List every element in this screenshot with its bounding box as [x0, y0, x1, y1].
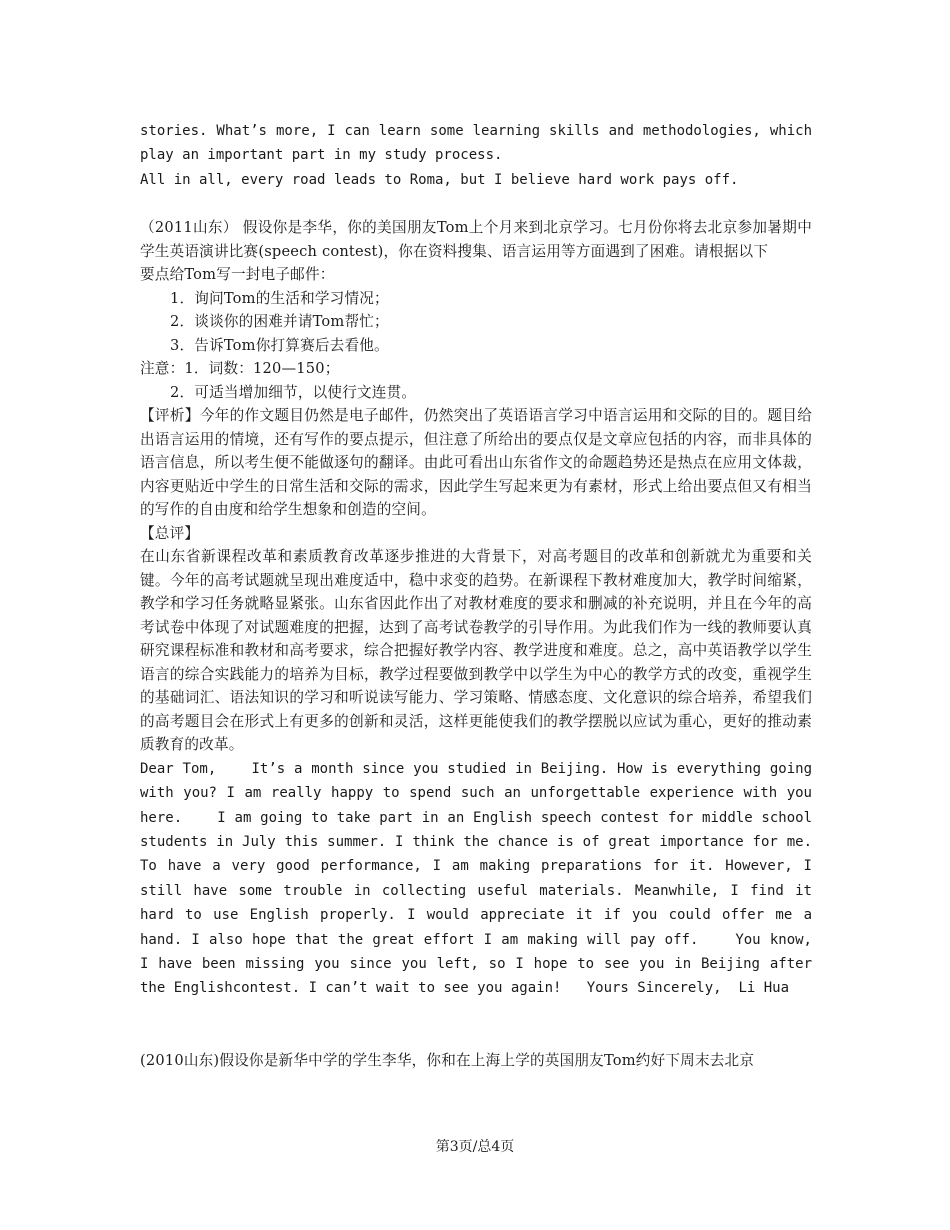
- note-item: 2．可适当增加细节，以使行文连贯。: [170, 383, 417, 401]
- question-2011-intro-cont: 要点给Tom写一封电子邮件：: [140, 266, 335, 284]
- point-item: 3．告诉Tom你打算赛后去看他。: [170, 336, 389, 354]
- summary-paragraph: 在山东省新课程改革和素质教育改革逐步推进的大背景下，对高考题目的改革和创新就尤为重要和关键。今年的高考试题就呈现出难度适中，稳中求变的趋势。在新课程下教材难度加大，教学时间缩紧，教学和学习任务就略显紧张。山东省因此作出了对教材难度的要求和删减的补充说明，并且在今年的高考试卷中体现了对试题难度的把握，达到了高考试卷教学的引导作用。为此我们作为一线的教师要认真研究课程标准和教材和高考要求，综合把握好教学内容、教学进度和难度。总之，高中英语教学以学生语言的综合实践能力的培养为目标，教学过程要做到教学中以学生为中心的教学方式的改变，重视学生的基础词汇、语法知识的学习和听说读写能力、学习策略、情感态度、文化意识的综合培养，希望我们的高考题目会在形式上有更多的创新和灵活，这样更能使我们的教学摆脱以应试为重心，更好的推动素质教育的改革。: [140, 548, 812, 754]
- sample-letter: Dear Tom, It’s a month since you studied in Beijing. How is everything going with you? I am really happy to spend such an unforgettable experience with you here. I am going to take part in an English speech contest for middle school students in July this summer. I think the chance is of great importance for me. To have a very good performance, I am making preparations for it. However, I still have some trouble in collecting useful materials. Meanwhile, I find it hard to use English properly. I would appreciate it if you could offer me a hand. I also hope that the great effort I am making will pay off. You know, I have been missing you since you left, so I hope to see you in Beijing after the Englishcontest. I can’t wait to see you again! Yours Sincerely, Li Hua: [140, 760, 821, 997]
- summary-heading: 【总评】: [140, 524, 200, 542]
- essay-conclusion: All in all, every road leads to Roma, but I believe hard work pays off.: [140, 171, 739, 188]
- point-item: 1．询问Tom的生活和学习情况；: [170, 289, 389, 307]
- question-2010-intro: (2010山东)假设你是新华中学的学生李华，你和在上海上学的英国朋友Tom约好下周末去北京: [140, 1051, 755, 1069]
- analysis-paragraph: 【评析】今年的作文题目仍然是电子邮件，仍然突出了英语语言学习中语言运用和交际的目的。题目给出语言运用的情境，还有写作的要点提示，但注意了所给出的要点仅是文章应包括的内容，而非具体的语言信息，所以考生便不能做逐句的翻译。由此可看出山东省作文的命题趋势还是热点在应用文体裁，内容更贴近中学生的日常生活和交际的需求，因此学生写起来更为有素材，形式上给出要点但又有相当的写作的自由度和给学生想象和创造的空间。: [140, 407, 812, 519]
- essay-continuation: stories. What’s more, I can learn some learning skills and methodologies, which play an important part in my study process.: [140, 123, 821, 164]
- page-number: 第3页/总4页: [435, 1139, 515, 1155]
- point-item: 2．谈谈你的困难并请Tom帮忙；: [170, 313, 389, 331]
- note-heading: 注意：1．词数：120—150；: [140, 360, 340, 378]
- document-body: [140, 119, 821, 1072]
- question-2011-intro: （2011山东） 假设你是李华，你的美国朋友Tom上个月来到北京学习。七月份你将去北京参加暑期中学生英语演讲比赛(speech contest)，你在资料搜集、语言运用等方面遇到了困难。请根据以下: [140, 219, 812, 260]
